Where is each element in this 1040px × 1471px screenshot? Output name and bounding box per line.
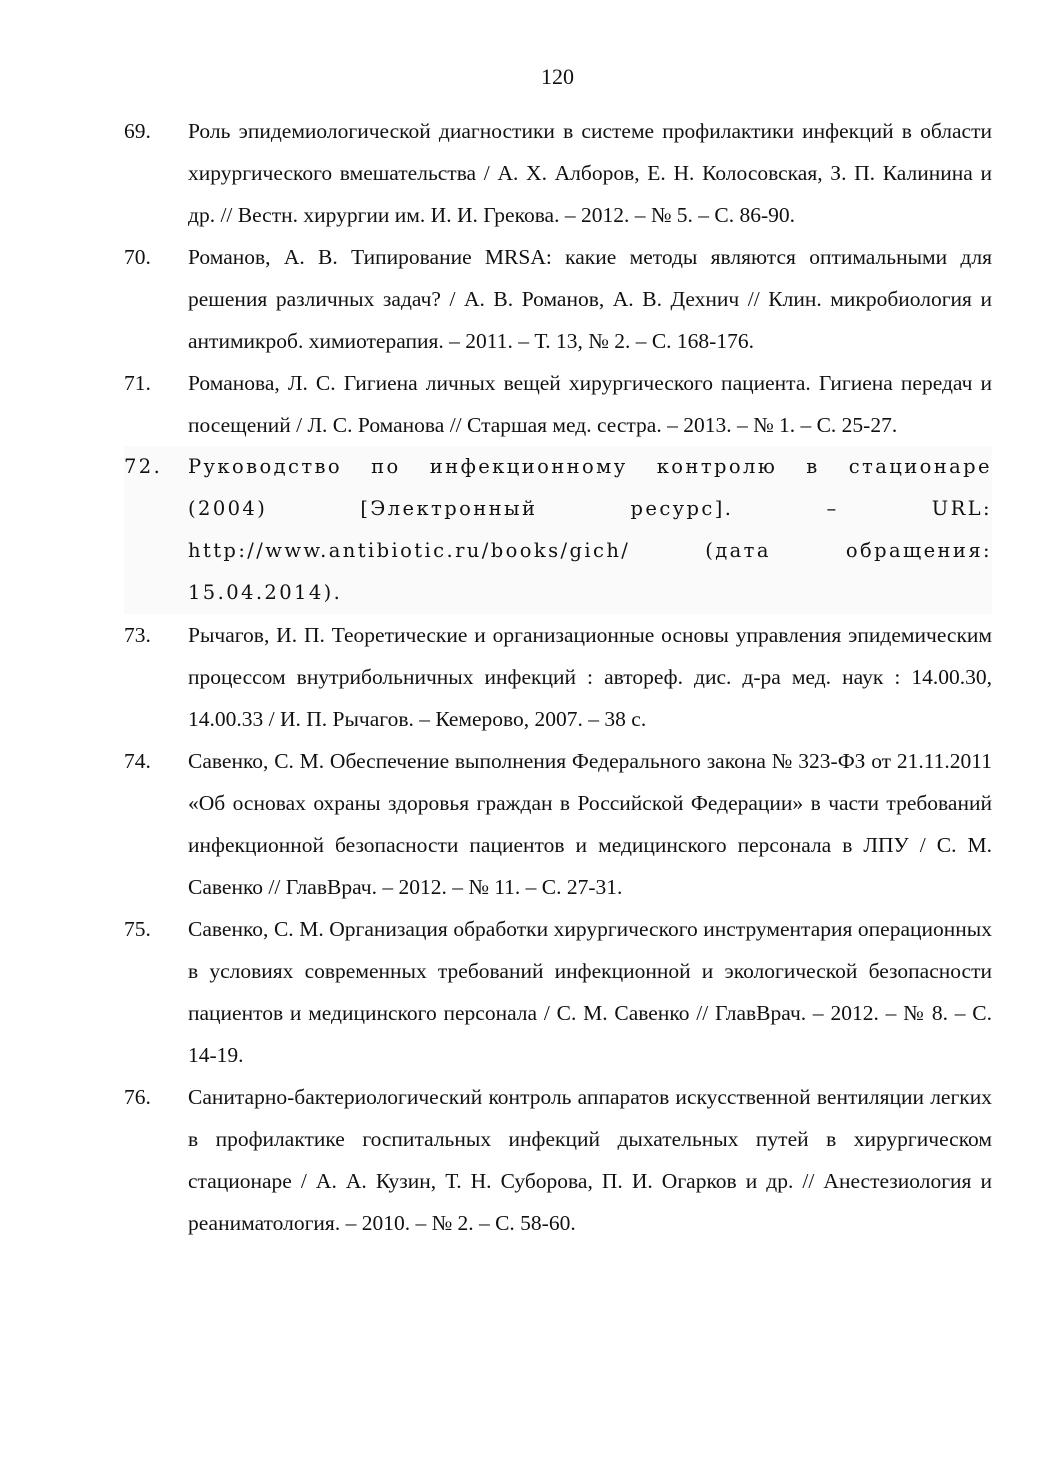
- reference-number: 73.: [124, 623, 151, 647]
- reference-list: [124, 110, 992, 1244]
- reference-number: 69.: [124, 119, 151, 143]
- reference-text: Романов, А. В. Типирование MRSA: какие методы являются оптимальными для решения различных задач? / А. В. Романов, А. В. Дехнич // Клин. микробиология и антимикроб. химиотерапия. – 2011. – Т. 13, № 2. – С. 168-176.: [188, 245, 992, 353]
- reference-text: Савенко, С. М. Обеспечение выполнения Федерального закона № 323-ФЗ от 21.11.2011 «Об основах охраны здоровья граждан в Российской Федерации» в части требований инфекционной безопасности пациентов и медицинского персонала в ЛПУ / С. М. Савенко // ГлавВрач. – 2012. – № 11. – С. 27-31.: [188, 749, 992, 899]
- reference-text: Романова, Л. С. Гигиена личных вещей хирургического пациента. Гигиена передач и посещений / Л. С. Романова // Старшая мед. сестра. – 2013. – № 1. – С. 25-27.: [188, 371, 992, 437]
- reference-item: [124, 614, 992, 740]
- reference-item: [124, 446, 992, 614]
- reference-item: [124, 110, 992, 236]
- reference-number: 72.: [124, 455, 163, 478]
- reference-item: [124, 236, 992, 362]
- reference-number: 75.: [124, 917, 151, 941]
- reference-text: Савенко, С. М. Организация обработки хирургического инструментария операционных в условиях современных требований инфекционной и экологической безопасности пациентов и медицинского персонала / С. М. Савенко // ГлавВрач. – 2012. – № 8. – С. 14-19.: [188, 917, 992, 1067]
- reference-item: [124, 1076, 992, 1244]
- reference-number: 71.: [124, 371, 151, 395]
- reference-text: Рычагов, И. П. Теоретические и организационные основы управления эпидемическим процессом внутрибольничных инфекций : автореф. дис. д-ра мед. наук : 14.00.30, 14.00.33 / И. П. Рычагов. – Кемерово, 2007. – 38 с.: [188, 623, 992, 731]
- reference-number: 70.: [124, 245, 151, 269]
- reference-item: [124, 908, 992, 1076]
- page-number: 120: [541, 64, 574, 89]
- reference-text: Роль эпидемиологической диагностики в системе профилактики инфекций в области хирургического вмешательства / А. Х. Алборов, Е. Н. Колосовская, З. П. Калинина и др. // Вестн. хирургии им. И. И. Грекова. – 2012. – № 5. – С. 86-90.: [188, 119, 992, 227]
- reference-number: 76.: [124, 1085, 151, 1109]
- reference-item: [124, 740, 992, 908]
- reference-item: [124, 362, 992, 446]
- reference-text: Санитарно-бактериологический контроль аппаратов искусственной вентиляции легких в профилактике госпитальных инфекций дыхательных путей в хирургическом стационаре / А. А. Кузин, Т. Н. Суборова, П. И. Огарков и др. // Анестезиология и реаниматология. – 2010. – № 2. – С. 58-60.: [188, 1085, 992, 1235]
- reference-text: Руководство по инфекционному контролю в стационаре (2004) [Электронный ресурс]. – URL: http://www.antibiotic.ru/books/gich/ (дата обращения: 15.04.2014).: [188, 455, 992, 604]
- reference-number: 74.: [124, 749, 151, 773]
